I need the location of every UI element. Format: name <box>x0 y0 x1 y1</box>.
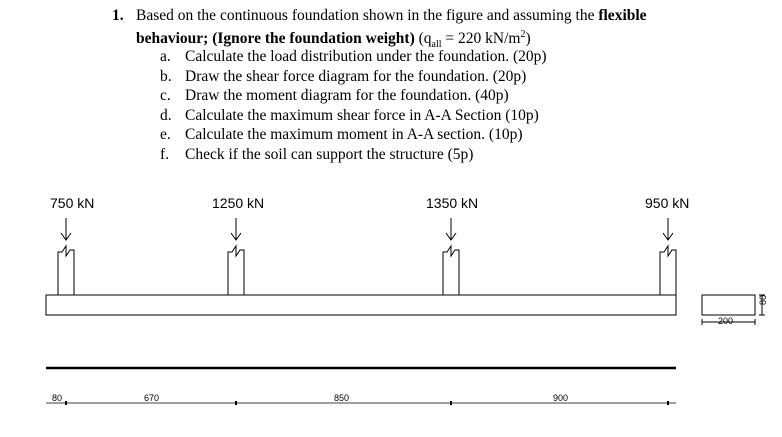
foundation-cross-section <box>702 295 755 315</box>
section-height-label: 80 <box>758 294 768 305</box>
section-width-label: 200 <box>718 316 734 326</box>
span-label: 900 <box>553 393 569 403</box>
item-text: Calculate the maximum shear force in A-A Section (10p) <box>185 106 539 124</box>
item-text: Calculate the load distribution under the foundation. (20p) <box>185 48 547 65</box>
item-letter: a. <box>160 48 171 65</box>
load-label: 1350 kN <box>426 195 479 211</box>
qall-close: ) <box>525 30 531 48</box>
qall-exp: 2 <box>520 29 526 40</box>
item-letter: f. <box>160 145 170 163</box>
span-dimension-line <box>46 401 676 405</box>
item-text: Draw the shear force diagram for the foundation. (20p) <box>185 67 527 85</box>
qall-label: (q <box>418 30 432 48</box>
load-arrow <box>663 218 673 240</box>
column <box>660 246 676 295</box>
item-letter: c. <box>160 87 171 104</box>
load-label: 750 kN <box>50 195 95 211</box>
span-label: 670 <box>144 393 160 403</box>
qall-sub: all <box>431 39 442 51</box>
qall-value: = 220 kN/m <box>441 30 521 48</box>
span-label: 850 <box>334 393 350 403</box>
load-arrow <box>446 218 456 240</box>
column <box>58 246 74 295</box>
item-text: Calculate the maximum moment in A-A section. (10p) <box>185 126 523 143</box>
item-letter: b. <box>160 67 172 85</box>
question-bold-note: behaviour; (Ignore the foundation weight) <box>136 30 415 48</box>
item-text: Draw the moment diagram for the foundation. (40p) <box>185 87 509 104</box>
column <box>443 246 459 295</box>
question-number: 1. <box>112 7 124 24</box>
column <box>228 246 244 295</box>
load-label: 1250 kN <box>212 195 265 211</box>
span-label: 80 <box>52 393 63 403</box>
question-intro: Based on the continuous foundation shown in the figure and assuming the <box>136 7 599 24</box>
item-text: Check if the soil can support the structure (5p) <box>185 145 474 163</box>
item-letter: d. <box>160 106 172 124</box>
load-arrow <box>231 218 241 240</box>
load-arrow <box>61 218 71 240</box>
item-letter: e. <box>160 126 171 143</box>
load-label: 950 kN <box>645 195 690 211</box>
foundation-beam <box>46 295 676 315</box>
question-intro-bold: flexible <box>598 7 647 24</box>
